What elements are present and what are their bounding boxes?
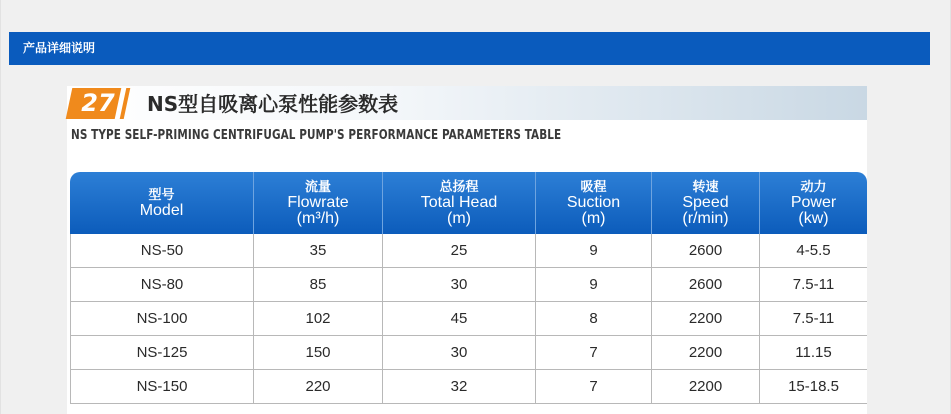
cell-speed: 2200 — [652, 370, 760, 404]
column-header-unit: (r/min) — [682, 209, 729, 227]
column-header-zh: 总扬程 — [439, 179, 479, 195]
cell-speed: 2200 — [652, 336, 760, 370]
cell-speed: 2600 — [652, 234, 760, 268]
column-header-zh: 型号 — [148, 187, 175, 203]
cell-suction: 7 — [536, 370, 652, 404]
cell-suction: 8 — [536, 302, 652, 336]
column-header-en: Power — [790, 193, 837, 211]
column-header-speed — [652, 172, 760, 234]
column-header-en: Total Head — [420, 193, 498, 211]
cell-total-head: 30 — [383, 336, 536, 370]
column-header-unit: (m) — [447, 209, 471, 227]
column-header-en: Model — [139, 201, 184, 219]
cell-flowrate: 85 — [254, 268, 383, 302]
column-header-en: Suction — [566, 193, 621, 211]
cell-total-head: 25 — [383, 234, 536, 268]
table-row — [70, 268, 867, 302]
column-header-zh: 动力 — [800, 179, 827, 195]
cell-power: 15-18.5 — [760, 370, 867, 404]
column-header-model — [70, 172, 254, 234]
table-row — [70, 302, 867, 336]
product-content — [67, 86, 867, 414]
column-header-unit: (m) — [581, 209, 606, 227]
section-number: 27 — [81, 89, 115, 117]
column-header-en: Flowrate — [287, 193, 349, 211]
column-header-unit: (m³/h) — [296, 209, 340, 227]
table-row — [70, 370, 867, 404]
table-row — [70, 234, 867, 268]
cell-flowrate: 102 — [254, 302, 383, 336]
table-header-row — [70, 172, 867, 234]
section-title-en: NS TYPE SELF-PRIMING CENTRIFUGAL PUMP'S PERFORMANCE PARAMETERS TABLE — [71, 127, 562, 143]
cell-model: NS-100 — [70, 302, 254, 336]
column-header-zh: 流量 — [304, 179, 331, 195]
cell-flowrate: 220 — [254, 370, 383, 404]
cell-power: 11.15 — [760, 336, 867, 370]
cell-power: 4-5.5 — [760, 234, 867, 268]
performance-parameters-table — [70, 172, 867, 404]
cell-total-head: 32 — [383, 370, 536, 404]
cell-model: NS-150 — [70, 370, 254, 404]
cell-flowrate: 150 — [254, 336, 383, 370]
column-header-suction — [536, 172, 652, 234]
column-header-en: Speed — [682, 193, 729, 211]
column-header-total-head — [383, 172, 536, 234]
product-detail-header: 产品详细说明 — [9, 32, 930, 65]
cell-total-head: 30 — [383, 268, 536, 302]
column-header-zh: 吸程 — [580, 179, 607, 195]
cell-power: 7.5-11 — [760, 268, 867, 302]
column-header-unit: (kw) — [798, 209, 829, 227]
section-title-zh: NS型自吸离心泵性能参数表 — [147, 92, 399, 116]
cell-suction: 9 — [536, 234, 652, 268]
column-header-zh: 转速 — [692, 179, 719, 195]
title-band — [67, 86, 867, 120]
column-header-power — [760, 172, 867, 234]
cell-power: 7.5-11 — [760, 302, 867, 336]
cell-model: NS-125 — [70, 336, 254, 370]
cell-speed: 2200 — [652, 302, 760, 336]
cell-speed: 2600 — [652, 268, 760, 302]
column-header-flowrate — [254, 172, 383, 234]
cell-model: NS-80 — [70, 268, 254, 302]
cell-flowrate: 35 — [254, 234, 383, 268]
cell-suction: 9 — [536, 268, 652, 302]
cell-model: NS-50 — [70, 234, 254, 268]
table-row — [70, 336, 867, 370]
cell-suction: 7 — [536, 336, 652, 370]
cell-total-head: 45 — [383, 302, 536, 336]
